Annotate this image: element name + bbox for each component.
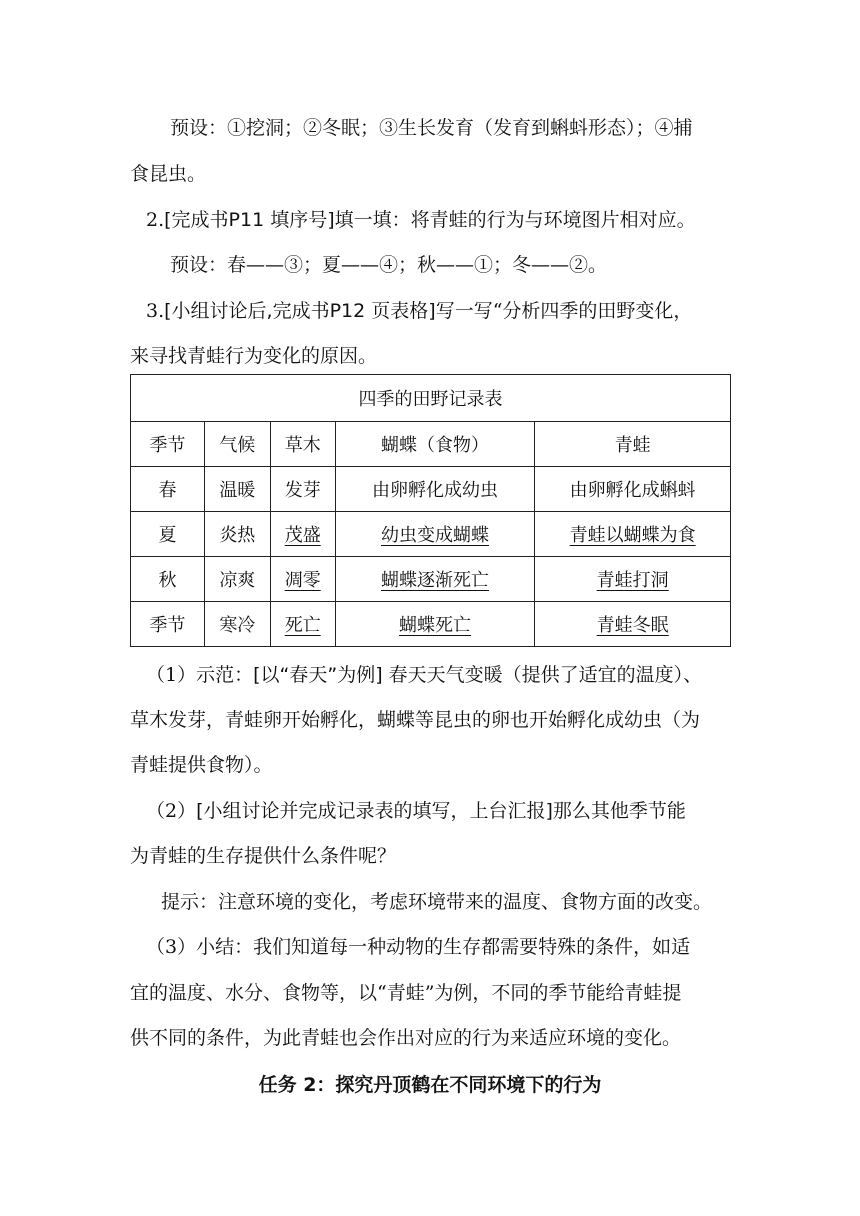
discussion-paragraph-line-2: 为青蛙的生存提供什么条件呢？ (130, 845, 397, 867)
header-plants: 草木 (270, 422, 335, 467)
discussion-instruction: [小组讨论并完成记录表的填写，上台汇报] (196, 800, 553, 822)
table-cell-filled (335, 557, 535, 602)
table-cell: 季节 (131, 602, 205, 647)
table-row (131, 512, 731, 557)
table-row (131, 467, 731, 512)
filled-answer: 幼虫变成蝴蝶 (380, 525, 489, 546)
table-cell: 温暖 (204, 467, 270, 512)
example-paragraph-line-1 (146, 663, 702, 687)
table-cell-filled (270, 512, 335, 557)
question-3-instruction: [小组讨论后,完成书P12 页表格] (164, 300, 436, 322)
question-3 (146, 299, 692, 323)
summary-line-1: （3）小结：我们知道每一种动物的生存都需要特殊的条件，如适 (146, 936, 691, 958)
question-2-answer: 预设：春——③；夏——④；秋——①；冬——②。 (170, 254, 608, 276)
table-cell-filled (270, 602, 335, 647)
filled-answer: 青蛙冬眠 (596, 615, 669, 636)
example-instruction: [以“春天”为例] (253, 664, 383, 686)
example-paragraph-line-3: 青蛙提供食物）。 (130, 754, 273, 776)
table-cell-filled (270, 557, 335, 602)
table-cell: 春 (131, 467, 205, 512)
filled-answer: 蝴蝶死亡 (398, 615, 471, 636)
question-3-text-2: 来寻找青蛙行为变化的原因。 (130, 345, 378, 367)
table-cell: 发芽 (270, 467, 335, 512)
table-cell-filled (335, 602, 535, 647)
header-climate: 气候 (204, 422, 270, 467)
table-cell-filled (335, 512, 535, 557)
table-row (131, 557, 731, 602)
question-3-number: 3. (146, 300, 165, 322)
table-cell: 秋 (131, 557, 205, 602)
preset-line-1: 预设：①挖洞；②冬眠；③生长发育（发育到蝌蚪形态）；④捕 (170, 117, 693, 139)
filled-answer: 蝴蝶逐渐死亡 (380, 570, 489, 591)
table-cell: 夏 (131, 512, 205, 557)
discussion-label: （2） (146, 800, 197, 822)
header-frog: 青蛙 (535, 422, 731, 467)
question-2 (146, 208, 696, 232)
example-paragraph-line-2: 草木发芽，青蛙卵开始孵化，蝴蝶等昆虫的卵也开始孵化成幼虫（为 (130, 709, 701, 731)
question-2-number: 2. (146, 209, 165, 231)
filled-answer: 死亡 (284, 615, 321, 636)
table-cell: 由卵孵化成幼虫 (335, 467, 535, 512)
table-cell-filled (535, 602, 731, 647)
summary-line-2: 宜的温度、水分、食物等，以“青蛙”为例，不同的季节能给青蛙提 (130, 982, 682, 1004)
discussion-paragraph-line-1 (146, 799, 686, 823)
table-cell: 由卵孵化成蝌蚪 (535, 467, 731, 512)
filled-answer: 凋零 (284, 570, 321, 591)
field-record-table (130, 374, 731, 647)
preset-line-2: 食昆虫。 (130, 163, 207, 185)
example-text-1: 春天天气变暖（提供了适宜的温度）、 (382, 664, 703, 686)
summary-line-3: 供不同的条件，为此青蛙也会作出对应的行为来适应环境的变化。 (130, 1027, 682, 1049)
table-cell: 炎热 (204, 512, 270, 557)
question-2-text: 填一填：将青蛙的行为与环境图片相对应。 (334, 209, 696, 231)
question-3-text: 写一写“分析四季的田野变化， (435, 300, 693, 322)
table-title: 四季的田野记录表 (131, 375, 731, 422)
discussion-text-1: 那么其他季节能 (552, 800, 686, 822)
hint-line: 提示：注意环境的变化，考虑环境带来的温度、食物方面的改变。 (161, 891, 713, 913)
header-butterfly: 蝴蝶（食物） (335, 422, 535, 467)
table-row (131, 602, 731, 647)
filled-answer: 青蛙打洞 (596, 570, 669, 591)
table-cell: 凉爽 (204, 557, 270, 602)
table-header-row (131, 422, 731, 467)
filled-answer: 茂盛 (284, 525, 321, 546)
header-season: 季节 (131, 422, 205, 467)
filled-answer: 青蛙以蝴蝶为食 (569, 525, 696, 546)
question-2-instruction: [完成书P11 填序号] (164, 209, 335, 231)
example-label: （1）示范： (146, 664, 254, 686)
table-cell-filled (535, 512, 731, 557)
table-cell-filled (535, 557, 731, 602)
task-2-heading: 任务 2：探究丹顶鹤在不同环境下的行为 (258, 1074, 602, 1096)
table-cell: 寒冷 (204, 602, 270, 647)
